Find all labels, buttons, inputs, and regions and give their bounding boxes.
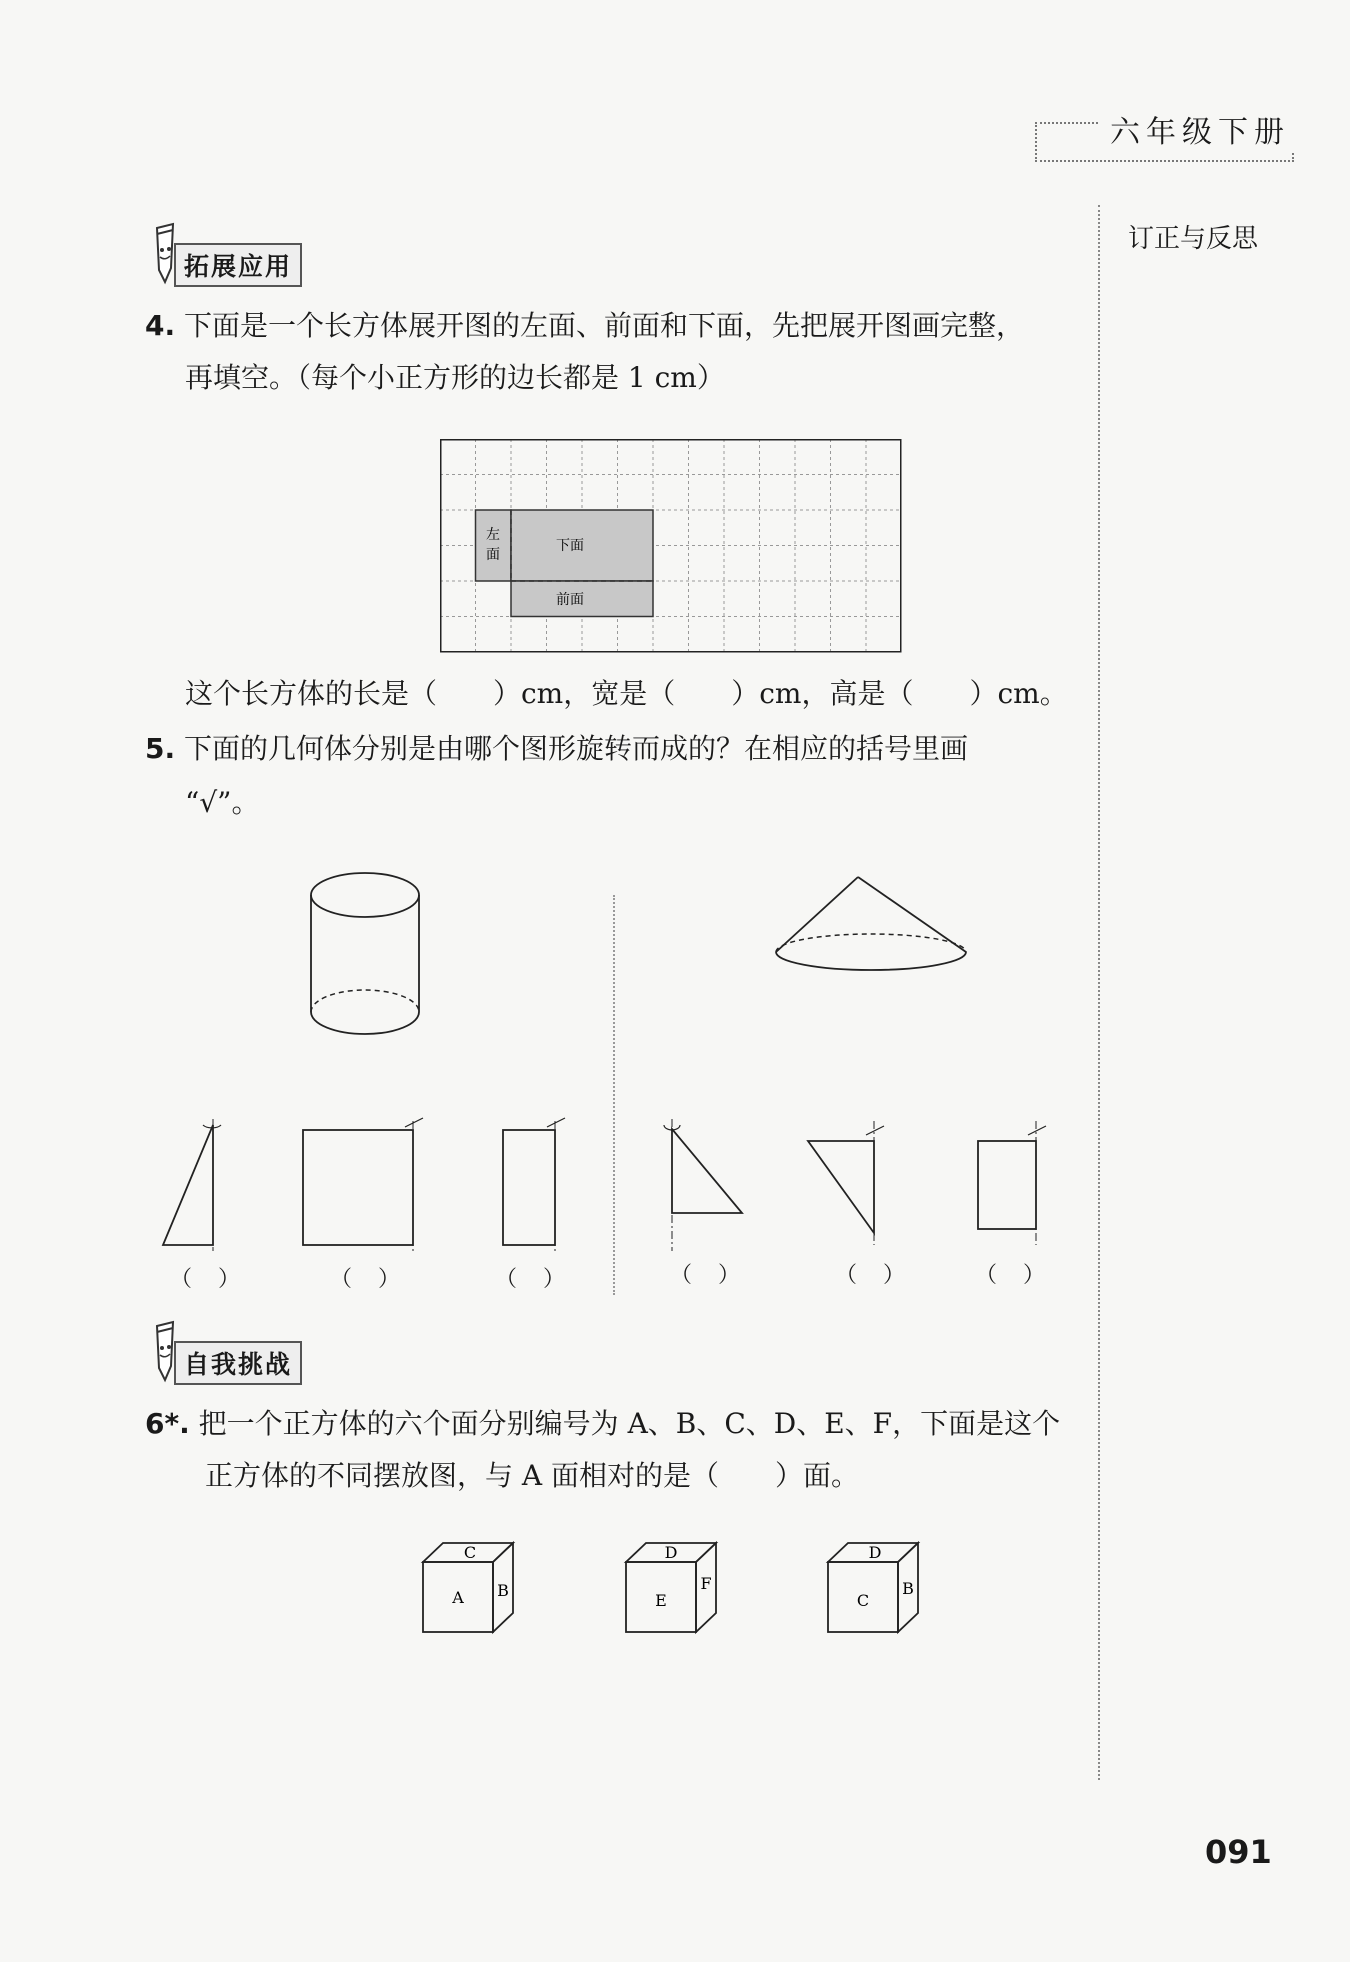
q5-divider: [613, 895, 615, 1295]
cube-1: [420, 1540, 520, 1640]
reflection-divider: [1098, 205, 1100, 1780]
page-number: 091: [1205, 1833, 1272, 1871]
question-5-line1: 下面的几何体分别是由哪个图形旋转而成的？在相应的括号里画: [184, 732, 969, 765]
label-front-face: 前面: [556, 592, 584, 608]
cube-2-side: F: [700, 1574, 712, 1593]
question-5: [145, 723, 968, 775]
option-square: [295, 1115, 435, 1255]
option-triangle-bottom: [660, 1115, 760, 1255]
cube-3-top: D: [868, 1543, 882, 1562]
question-6-number: 6*.: [145, 1407, 190, 1440]
question-4: [145, 300, 1024, 352]
grade-label: 六年级下册: [1100, 107, 1300, 151]
question-5-number: 5.: [145, 732, 176, 765]
cube-3-front: C: [856, 1591, 870, 1610]
section-title-challenge: 自我挑战: [174, 1341, 302, 1385]
cone-figure: [770, 872, 970, 982]
question-4-line2: 再填空。（每个小正方形的边长都是 1 cm）: [185, 361, 725, 394]
face-left: [476, 510, 512, 581]
question-5-line2: “√”。: [185, 786, 260, 819]
question-6-line2[interactable]: 正方体的不同摆放图，与 A 面相对的是（ ）面。: [205, 1459, 860, 1492]
cube-2-front: E: [655, 1591, 667, 1610]
option-triangle-top: [800, 1115, 900, 1255]
label-bottom-face: 下面: [556, 538, 584, 554]
net-grid[interactable]: [440, 439, 904, 655]
cube-1-front: A: [452, 1588, 464, 1607]
reflection-title: 订正与反思: [1128, 224, 1259, 254]
cube-2-top: D: [664, 1543, 678, 1562]
answer-paren-6[interactable]: （ ）: [975, 1263, 1048, 1288]
question-4-answer[interactable]: 这个长方体的长是（ ）cm，宽是（ ）cm，高是（ ）cm。: [185, 677, 1068, 710]
cube-3-side: B: [902, 1579, 914, 1598]
question-6: [145, 1398, 1060, 1450]
section-title-expand: 拓展应用: [174, 243, 302, 287]
option-right-triangle: [155, 1115, 225, 1255]
cube-1-top: C: [463, 1543, 477, 1562]
cube-2: [623, 1540, 723, 1640]
svg-text:面: 面: [486, 547, 500, 563]
answer-paren-1[interactable]: （ ）: [170, 1267, 243, 1292]
question-4-number: 4.: [145, 309, 176, 342]
cylinder-figure: [300, 870, 430, 1040]
label-left-face: 左: [486, 527, 500, 543]
question-4-line1: 下面是一个长方体展开图的左面、前面和下面，先把展开图画完整，: [184, 309, 1025, 342]
answer-paren-3[interactable]: （ ）: [495, 1267, 568, 1292]
cube-3: [825, 1540, 925, 1640]
answer-paren-2[interactable]: （ ）: [330, 1267, 403, 1292]
question-6-line1: 把一个正方体的六个面分别编号为 A、B、C、D、E、F，下面是这个: [198, 1407, 1061, 1440]
cube-1-side: B: [497, 1581, 509, 1600]
option-rectangle-right: [970, 1115, 1050, 1255]
answer-paren-4[interactable]: （ ）: [670, 1263, 743, 1288]
answer-paren-5[interactable]: （ ）: [835, 1263, 908, 1288]
option-rectangle-left: [495, 1115, 575, 1255]
